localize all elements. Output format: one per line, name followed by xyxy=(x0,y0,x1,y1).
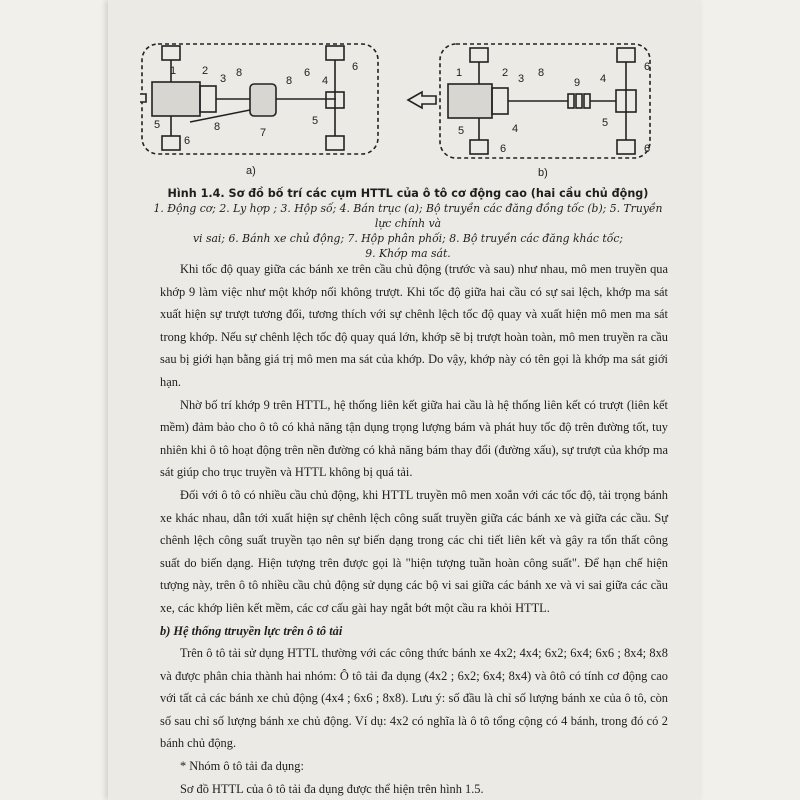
svg-text:1: 1 xyxy=(170,65,177,77)
caption-title: Hình 1.4. Sơ đồ bố trí các cụm HTTL của ô tô cơ động cao (hai cầu chủ động) xyxy=(167,187,649,200)
svg-text:5: 5 xyxy=(154,119,161,131)
wheel-rear-right-b xyxy=(617,140,635,154)
caption-legend-line-1: 1. Động cơ; 2. Ly hợp ; 3. Hộp số; 4. Bán trục (a); Bộ truyền các đăng đồng tốc (b); 5. Truyền lực chính và xyxy=(153,202,663,230)
paragraph-3: Đối với ô tô có nhiều cầu chủ động, khi HTTL truyền mô men xoắn với các tốc độ, tải trọng bánh xe khác nhau, dẫn tới xuất hiện sự chênh lệch công suất truyền giữa các bánh xe và giữa các cầu. Sự chênh lệch công suất truyền tạo nên sự biến dạng trong các chi tiết liên kết và gây ra tổn thất công suất do biến dạng. Hiện tượng trên được gọi là "hiện tượng tuần hoàn công suất". Để hạn chế hiện tượng này, trên ô tô nhiều cầu chủ động sử dụng các bộ vi sai giữa các bánh xe và vi sai giữa các cầu xe, các khớp liên kết mềm, các cơ cấu gài hay ngắt bớt một cầu ra khỏi HTTL. xyxy=(160,487,668,615)
svg-text:9: 9 xyxy=(574,77,581,89)
svg-text:7: 7 xyxy=(260,127,267,139)
wheel-rear-right-a xyxy=(326,136,344,150)
svg-text:5: 5 xyxy=(602,117,609,129)
svg-text:8: 8 xyxy=(214,121,221,133)
wheel-front-right-a xyxy=(162,136,180,150)
svg-text:6: 6 xyxy=(304,67,311,79)
svg-text:6: 6 xyxy=(500,143,507,155)
direction-arrow-b xyxy=(408,92,436,108)
svg-text:8: 8 xyxy=(236,67,243,79)
gearbox-b xyxy=(492,88,508,114)
transfer-case-a xyxy=(250,84,276,116)
wheel-rear-left-a xyxy=(326,46,344,60)
subfigure-label-a: a) xyxy=(246,165,256,177)
body-text xyxy=(160,258,668,800)
wheel-front-left-a xyxy=(162,46,180,60)
svg-text:3: 3 xyxy=(518,73,525,85)
svg-text:6: 6 xyxy=(644,143,651,155)
svg-text:2: 2 xyxy=(502,67,509,79)
diagram-b xyxy=(408,44,650,158)
subfigure-label-b: b) xyxy=(538,167,548,179)
diagram-a xyxy=(140,44,378,154)
svg-text:4: 4 xyxy=(600,73,607,85)
svg-text:1: 1 xyxy=(456,67,463,79)
wheel-front-left-b xyxy=(470,48,488,62)
paragraph-2: Nhờ bố trí khớp 9 trên HTTL, hệ thống liên kết giữa hai cầu là hệ thống liên kết có trượt (liên kết mềm) đảm bảo cho ô tô có khả năng tận dụng trọng lượng bám và phát huy tốc độ trên đường tốt, tuy nhiên khi ô tô hoạt động trên nền đường có khả năng bám thay đổi (đường xấu), sự trượt của khớp ma sát giúp cho trục truyền và HTTL không bị quá tải. xyxy=(160,397,668,480)
svg-text:6: 6 xyxy=(352,61,359,73)
svg-text:2: 2 xyxy=(202,65,209,77)
engine-block-a xyxy=(152,82,200,116)
svg-text:8: 8 xyxy=(286,75,293,87)
svg-text:3: 3 xyxy=(220,73,227,85)
diagram-b-labels xyxy=(456,61,650,179)
svg-text:4: 4 xyxy=(322,75,329,87)
figure-caption xyxy=(148,186,668,261)
svg-text:8: 8 xyxy=(538,67,545,79)
gearbox-a xyxy=(200,86,216,112)
section-heading: b) Hệ thống ttruyền lực trên ô tô tải xyxy=(160,623,343,638)
diagram-a-labels xyxy=(154,61,358,177)
drivetrain-figure xyxy=(140,40,660,180)
engine-block-b xyxy=(448,84,492,118)
paragraph-1: Khi tốc độ quay giữa các bánh xe trên cầu chủ động (trước và sau) như nhau, mô men truyền qua khớp 9 làm việc như một khớp nối không trượt. Khi tốc độ giữa hai cầu có sự sai lệch, khớp ma sát xuất hiện sự trượt tương đối, tương thích với sự chênh lệch tốc độ quay và xuất hiện mô men ma sát trong khớp. Nếu sự chênh lệch tốc độ quay quá lớn, khớp sẽ bị trượt hoàn toàn, mô men truyền ra cầu sau bị giới hạn bằng giá trị mô men ma sát của khớp. Do vậy, khớp này có tên gọi là khớp ma sát giới hạn. xyxy=(160,262,668,389)
wheel-front-right-b xyxy=(470,140,488,154)
svg-text:4: 4 xyxy=(512,123,519,135)
wheel-rear-left-b xyxy=(617,48,635,62)
svg-text:5: 5 xyxy=(458,125,465,137)
direction-arrow-a xyxy=(140,90,146,106)
svg-text:5: 5 xyxy=(312,115,319,127)
svg-text:6: 6 xyxy=(184,135,191,147)
paragraph-5: * Nhóm ô tô tải đa dụng: xyxy=(180,759,304,774)
paragraph-6: Sơ đồ HTTL của ô tô tải đa dụng được thể hiện trên hình 1.5. xyxy=(180,781,484,796)
paragraph-4: Trên ô tô tải sử dụng HTTL thường với các công thức bánh xe 4x2; 4x4; 6x2; 6x4; 6x6 ; 8x4; 8x8 và được phân chia thành hai nhóm: Ô tô tải đa dụng (4x2 ; 6x2; 6x4; 8x4) và ôtô có tính cơ động cao với tất cả các bánh xe chủ động (4x4 ; 6x6 ; 8x8). Lưu ý: số đầu là chỉ số lượng bánh xe của ô tô, còn số sau chỉ số lượng bánh xe chủ động. Ví dụ: 4x2 có nghĩa là ô tô tổng cộng có 4 bánh, trong đó có 2 bánh chủ động. xyxy=(160,646,668,751)
svg-text:6: 6 xyxy=(644,61,651,73)
friction-clutch-b xyxy=(568,94,574,108)
caption-legend-line-2: vi sai; 6. Bánh xe chủ động; 7. Hộp phân phối; 8. Bộ truyền các đăng khác tốc; xyxy=(192,232,624,245)
caption-legend-line-3: 9. Khớp ma sát. xyxy=(365,247,451,260)
